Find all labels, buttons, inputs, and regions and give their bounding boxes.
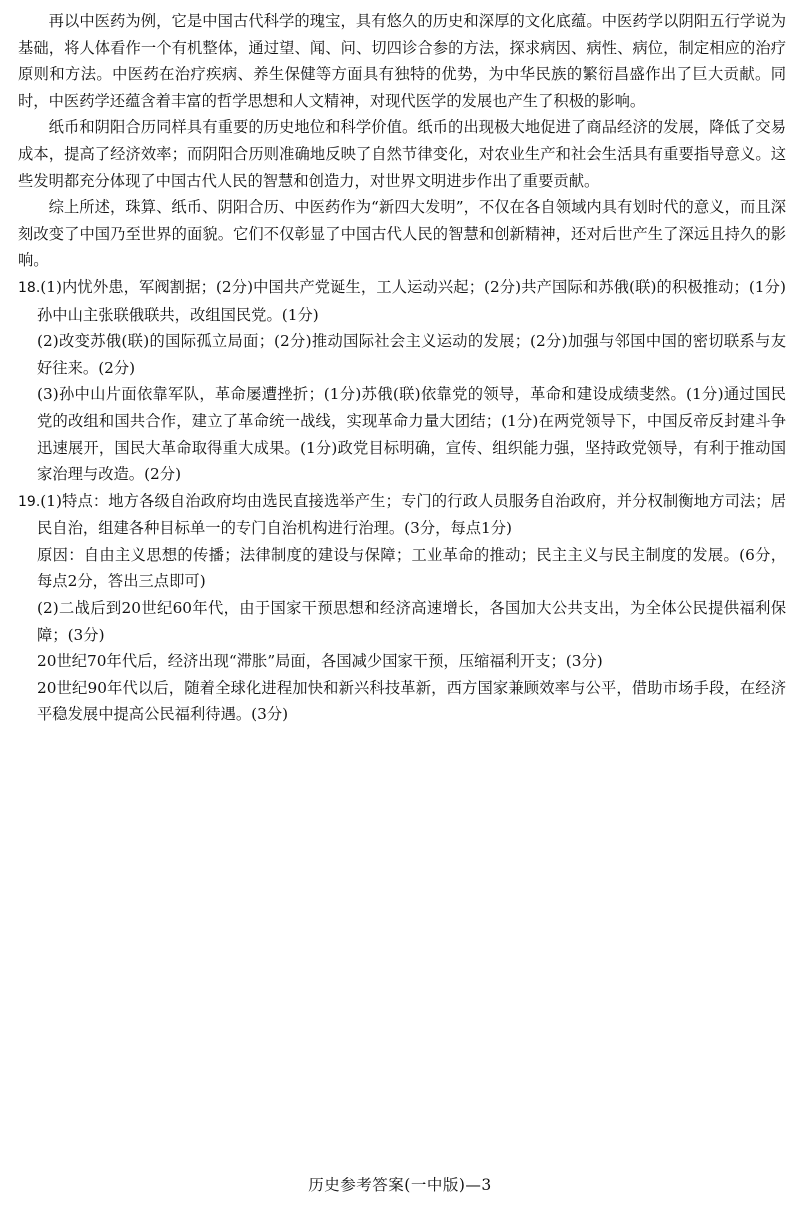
question-18-part-1-text: (1)内忧外患，军阀割据；(2分)中国共产党诞生，工人运动兴起；(2分)共产国际和苏俄(联)的积极推动；(1分)孙中山主张联俄联共，改组国民党。(1分) xyxy=(37,277,786,324)
question-18-part-1 xyxy=(18,274,786,328)
question-18-part-2: (2)改变苏俄(联)的国际孤立局面；(2分)推动国际社会主义运动的发展；(2分)加强与邻国中国的密切联系与友好往来。(2分) xyxy=(37,332,786,377)
essay-paragraph-tcm: 再以中医药为例，它是中国古代科学的瑰宝，具有悠久的历史和深厚的文化底蕴。中医药学以阴阳五行学说为基础，将人体看作一个有机整体，通过望、闻、问、切四诊合参的方法，探求病因、病性、病位，制定相应的治疗原则和方法。中医药在治疗疾病、养生保健等方面具有独特的优势，为中华民族的繁衍昌盛作出了巨大贡献。同时，中医药学还蕴含着丰富的哲学思想和人文精神，对现代医学的发展也产生了积极的影响。 xyxy=(18,12,786,110)
question-19-number: 19. xyxy=(18,493,41,510)
question-19-part-2: (2)二战后到20世纪60年代，由于国家干预思想和经济高速增长，各国加大公共支出，为全体公民提供福利保障；(3分) xyxy=(37,599,786,644)
essay-paragraph-paper-money: 纸币和阴阳合历同样具有重要的历史地位和科学价值。纸币的出现极大地促进了商品经济的发展，降低了交易成本，提高了经济效率；而阴阳合历则准确地反映了自然节律变化，对农业生产和社会生活具有重要指导意义。这些发明都充分体现了中国古代人民的智慧和创造力，对世界文明进步作出了重要贡献。 xyxy=(18,118,786,190)
question-19-reason: 原因：自由主义思想的传播；法律制度的建设与保障；工业革命的推动；民主主义与民主制度的发展。(6分，每点2分，答出三点即可) xyxy=(37,545,786,591)
essay-paragraph-conclusion: 综上所述，珠算、纸币、阴阳合历、中医药作为“新四大发明”，不仅在各自领域内具有划时代的意义，而且深刻改变了中国乃至世界的面貌。它们不仅彰显了中国古代人民的智慧和创新精神，还对后世产生了深远且持久的影响。 xyxy=(18,198,786,270)
question-19-part-2b: 20世纪70年代后，经济出现“滞胀”局面，各国减少国家干预，压缩福利开支；(3分) xyxy=(37,652,603,671)
question-19-part-1-text: (1)特点：地方各级自治政府均由选民直接选举产生；专门的行政人员服务自治政府，并分权制衡地方司法；居民自治，组建各种目标单一的专门自治机构进行治理。(3分，每点1分) xyxy=(37,491,786,538)
question-18-number: 18. xyxy=(18,279,41,296)
answer-document xyxy=(18,8,786,728)
question-19-part-2c: 20世纪90年代以后，随着全球化进程加快和新兴科技革新，西方国家兼顾效率与公平，借助市场手段，在经济平稳发展中提高公民福利待遇。(3分) xyxy=(37,678,786,724)
page-footer: 历史参考答案(一中版)—3 xyxy=(308,1176,492,1194)
question-19-part-1 xyxy=(18,488,786,542)
question-18-part-3: (3)孙中山片面依靠军队，革命屡遭挫折；(1分)苏俄(联)依靠党的领导，革命和建设成绩斐然。(1分)通过国民党的改组和国共合作，建立了革命统一战线，实现革命力量大团结；(1分)在两党领导下，中国反帝反封建斗争迅速展开，国民大革命取得重大成果。(1分)政党目标明确，宣传、组织能力强，坚持政党领导，有利于推动国家治理与改造。(2分) xyxy=(37,385,786,484)
